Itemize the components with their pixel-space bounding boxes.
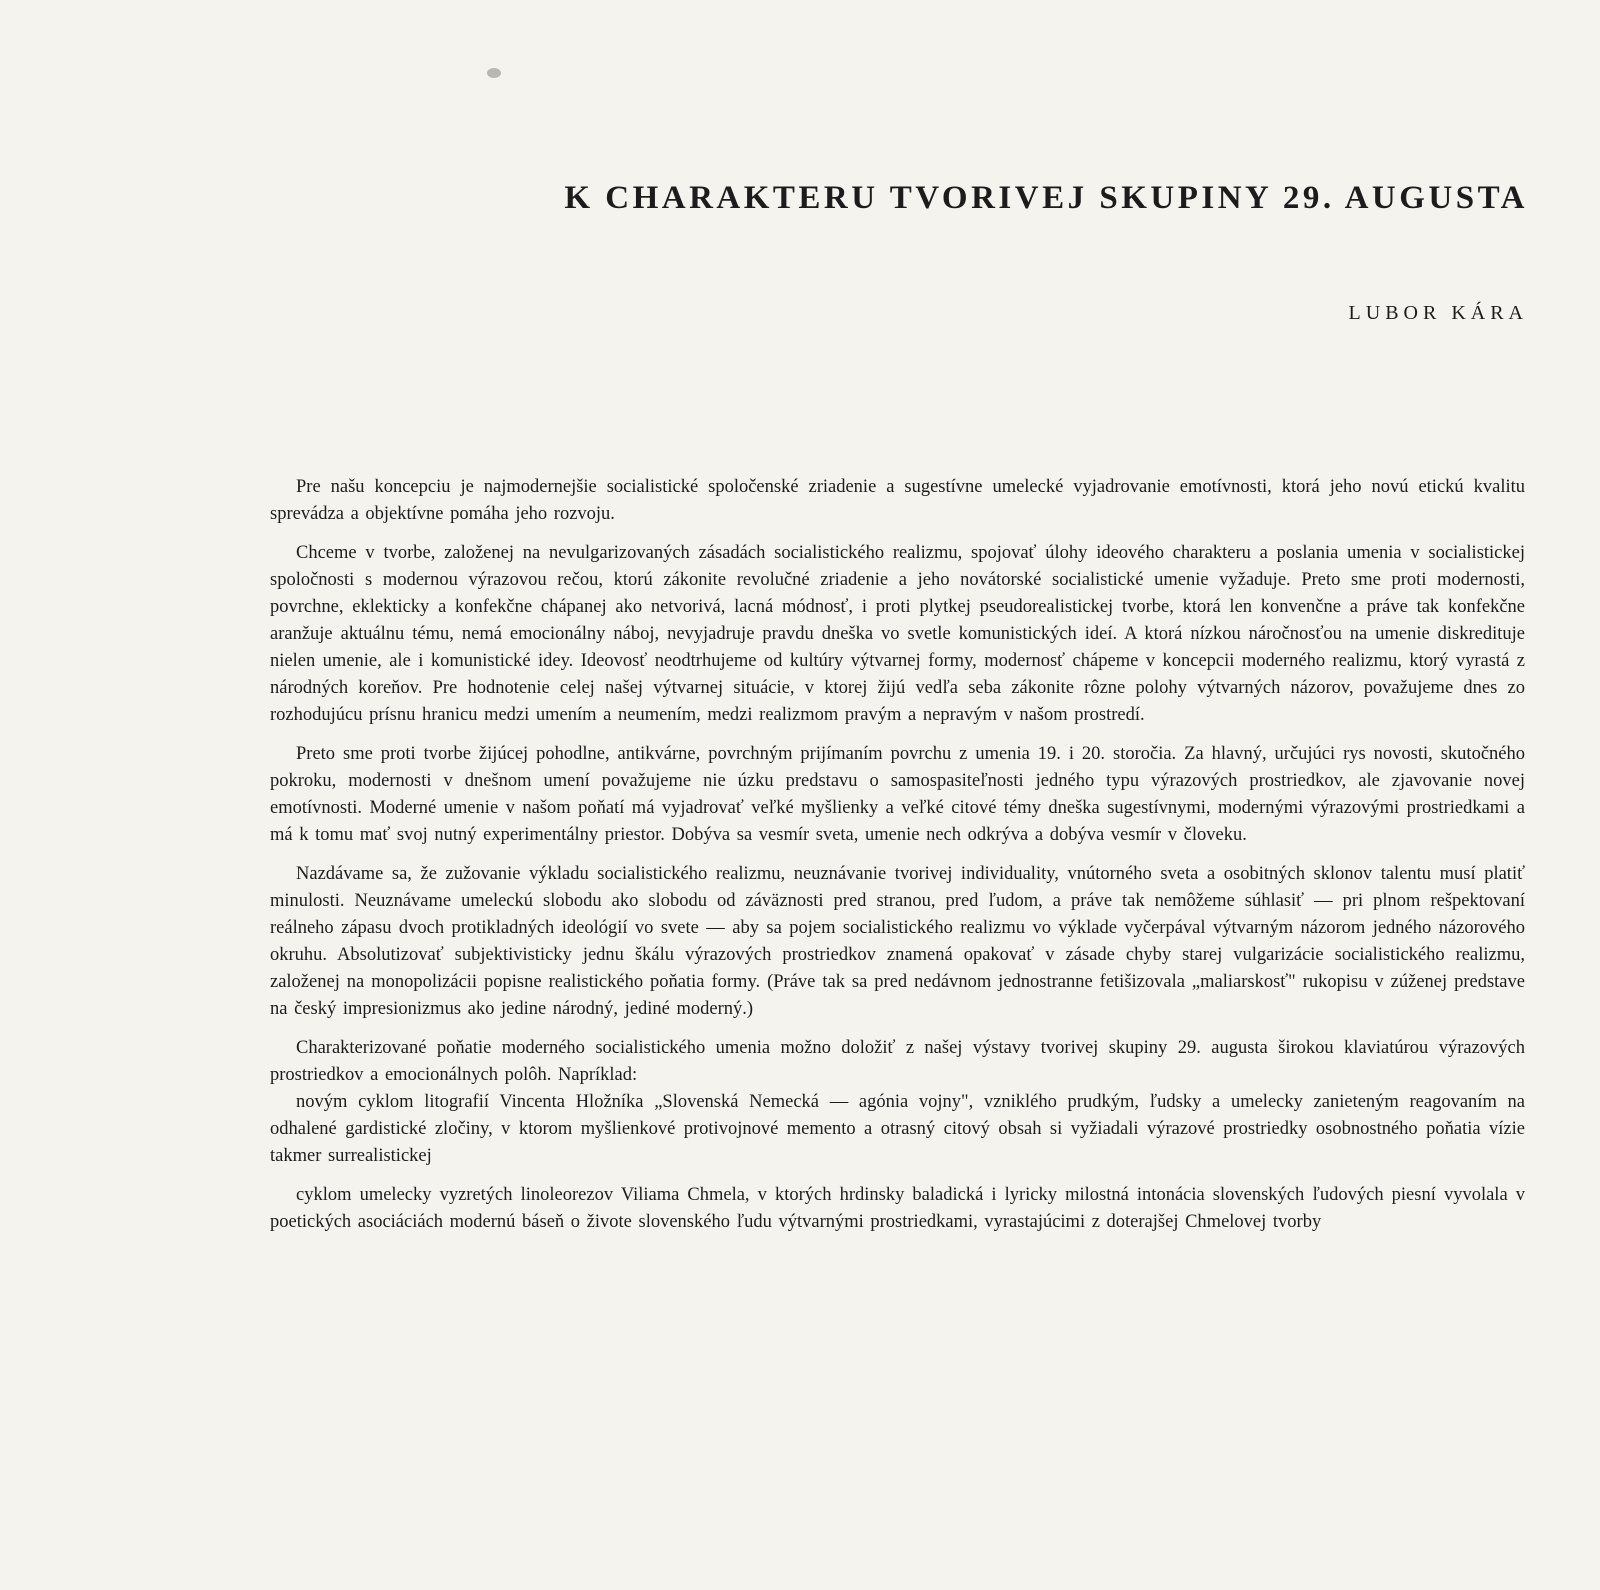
article-title: K CHARAKTERU TVORIVEJ SKUPINY 29. AUGUSTA [564,180,1528,216]
paragraph-1: Pre našu koncepciu je najmodernejšie socialistické spoločenské zriadenie a sugestívne umelecké vyjadrovanie emotívnosti, ktorá jeho novú etickú kvalitu sprevádza a objektívne pomáha jeho rozvoju. [270,477,1525,524]
paragraph-7: cyklom umelecky vyzretých linoleorezov Viliama Chmela, v ktorých hrdinsky baladická i lyricky milostná intonácia slovenských ľudových piesní vyvolala v poetických asociáciách modernú báseň o živote slovenského ľudu výtvarnými prostriedkami, vyrastajúcimi z doterajšej Chmelovej tvorby [270,1185,1525,1232]
paragraph-4: Nazdávame sa, že zužovanie výkladu socialistického realizmu, neuznávanie tvorivej individuality, vnútorného sveta a osobitných sklonov talentu musí platiť minulosti. Neuznávame umeleckú slobodu ako slobodu od záväznosti pred stranou, pred ľudom, a práve tak nemôžeme súhlasiť — pri plnom rešpektovaní reálneho zápasu dvoch protikladných ideológií vo svete — aby sa pojem socialistického realizmu vo výklade vyčerpával výtvarným názorom jedného názorového okruhu. Absolutizovať subjektivisticky jednu škálu výrazových prostriedkov znamená opakovať v zásade chyby starej vulgarizácie socialistického realizmu, založenej na monopolizácii popisne realistického poňatia formy. (Práve tak sa pred nedávnom jednostranne fetišizovala „maliarskosť" rukopisu v zúženej predstave na český impresionizmus ako jedine národný, jediné moderný.) [270,864,1525,1019]
paragraph-2: Chceme v tvorbe, založenej na nevulgarizovaných zásadách socialistického realizmu, spojovať úlohy ideového charakteru a poslania umenia v socialistickej spoločnosti s modernou výrazovou rečou, ktorú zákonite revolučné zriadenie a jeho novátorské socialistické umenie vyžaduje. Preto sme proti modernosti, povrchne, eklekticky a konfekčne chápanej ako netvorivá, lacná módnosť, i proti plytkej pseudorealistickej tvorbe, ktorá len konvenčne a práve tak konfekčne aranžuje aktuálnu tému, nemá emocionálny náboj, nevyjadruje pravdu dneška vo svetle komunistických ideí. A ktorá nízkou náročnosťou na umenie diskredituje nielen umenie, ale i komunistické idey. Ideovosť neodtrhujeme od kultúry výtvarnej formy, modernosť chápeme v koncepcii moderného realizmu, ktorý vyrastá z národných koreňov. Pre hodnotenie celej našej výtvarnej situácie, v ktorej žijú vedľa seba zákonite rôzne polohy výtvarných názorov, považujeme dnes zo rozhodujúcu prísnu hranicu medzi umením a neumením, medzi realizmom pravým a nepravým v našom prostredí. [270,543,1525,725]
article-author: LUBOR KÁRA [1348,302,1528,324]
ink-smudge [487,68,501,78]
paragraph-6: novým cyklom litografií Vincenta Hložníka „Slovenská Nemecká — agónia vojny", vzniklého prudkým, ľudsky a umelecky zanieteným reagovaním na odhalené gardistické zločiny, v ktorom myšlienkové protivojnové memento a otrasný citový obsah si vyžiadali výrazové prostriedky osobnostného poňatia vízie takmer surrealistickej [270,1092,1525,1166]
paragraph-5: Charakterizované poňatie moderného socialistického umenia možno doložiť z našej výstavy tvorivej skupiny 29. augusta širokou klaviatúrou výrazových prostriedkov a emocionálnych polôh. Napríklad: [270,1038,1525,1085]
article-body [270,474,1525,1248]
paragraph-3: Preto sme proti tvorbe žijúcej pohodlne, antikvárne, povrchným prijímaním povrchu z umenia 19. i 20. storočia. Za hlavný, určujúci rys novosti, skutočného pokroku, modernosti v dnešnom umení považujeme nie úzku predstavu o samospasiteľnosti jedného typu výrazových prostriedkov, ale zjavovanie novej emotívnosti. Moderné umenie v našom poňatí má vyjadrovať veľké myšlienky a veľké citové témy dneška sugestívnymi, modernými výrazovými prostriedkami a má k tomu mať svoj nutný experimentálny priestor. Dobýva sa vesmír sveta, umenie nech odkrýva a dobýva vesmír v človeku. [270,744,1525,845]
